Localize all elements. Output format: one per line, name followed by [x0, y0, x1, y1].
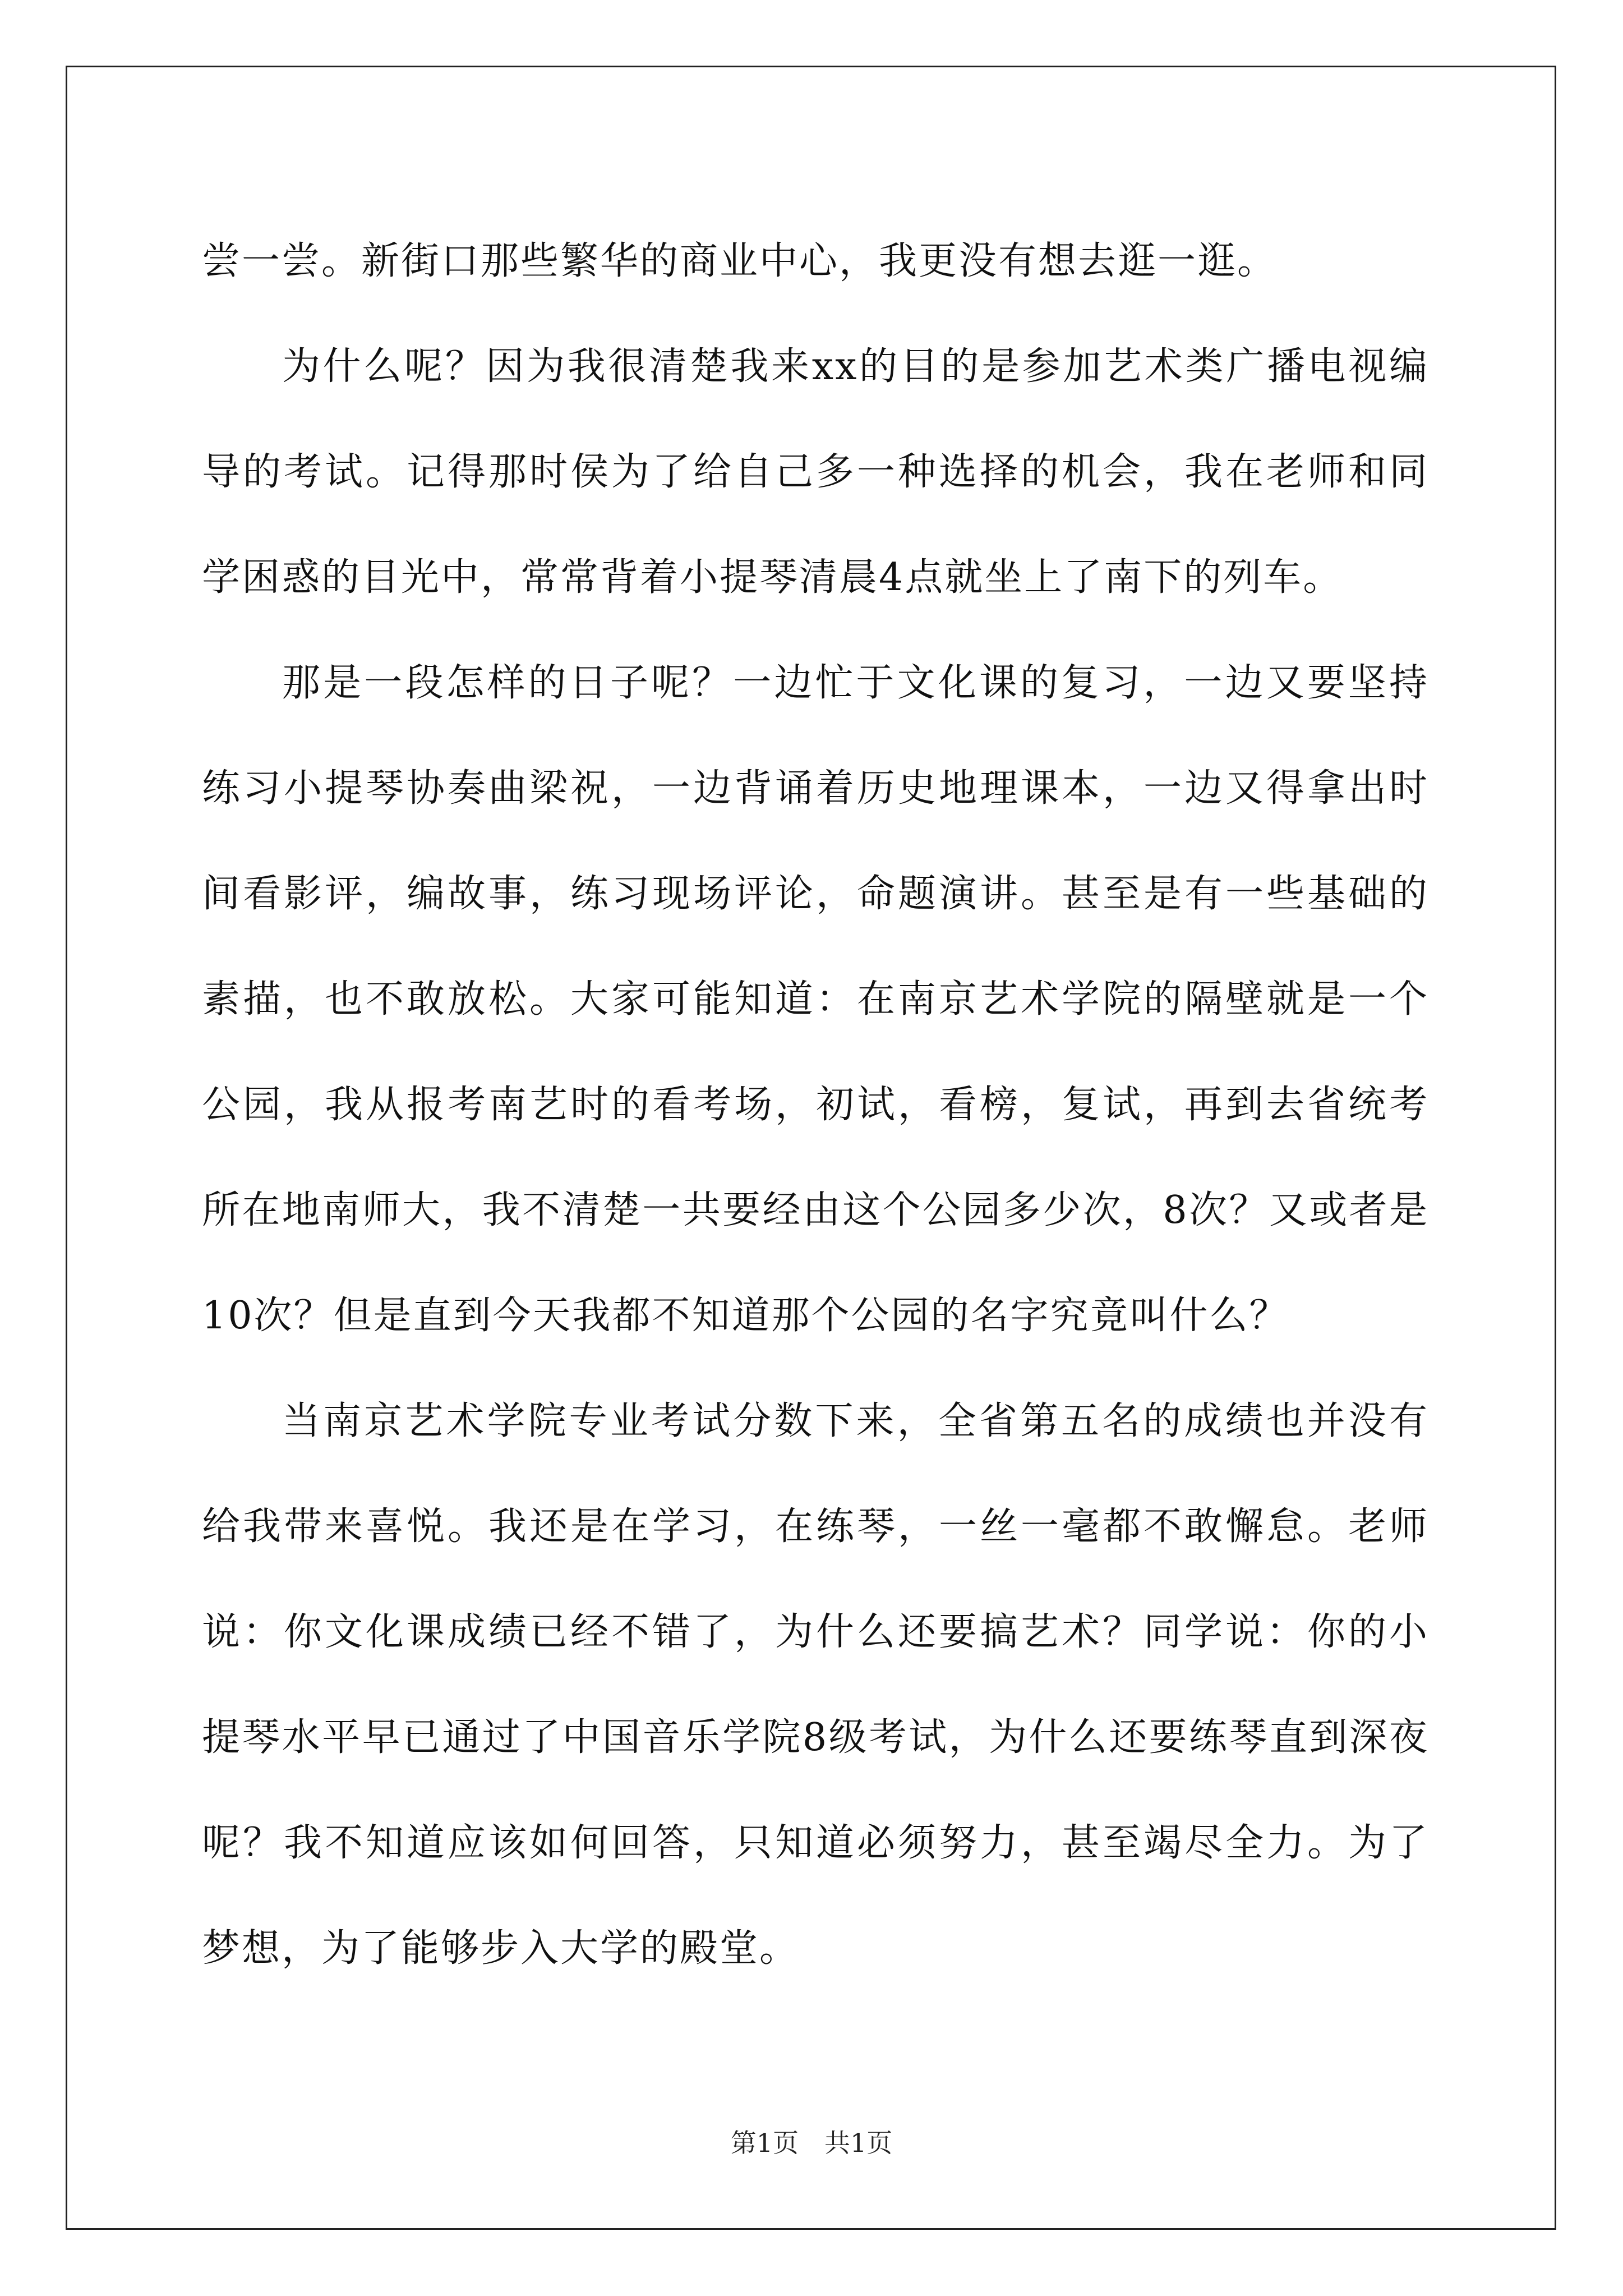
- paragraph-1: 尝一尝。新街口那些繁华的商业中心，我更没有想去逛一逛。: [202, 239, 1278, 283]
- page-number-footer: 第1页 共1页: [730, 2128, 893, 2158]
- document-body: [202, 209, 1429, 2001]
- paragraph-4: 当南京艺术学院专业考试分数下来，全省第五名的成绩也并没有给我带来喜悦。我还是在学习，在练琴，一丝一毫都不敢懈怠。老师说：你文化课成绩已经不错了，为什么还要搞艺术？同学说：你的小提琴水平早已通过了中国音乐学院8级考试，为什么还要练琴直到深夜呢？我不知道应该如何回答，只知道必须努力，甚至竭尽全力。为了梦想，为了能够步入大学的殿堂。: [202, 1399, 1429, 1971]
- paragraph-3: 那是一段怎样的日子呢？一边忙于文化课的复习，一边又要坚持练习小提琴协奏曲梁祝，一边背诵着历史地理课本，一边又得拿出时间看影评，编故事，练习现场评论，命题演讲。甚至是有一些基础的素描，也不敢放松。大家可能知道：在南京艺术学院的隔壁就是一个公园，我从报考南艺时的看考场，初试，看榜，复试，再到去省统考所在地南师大，我不清楚一共要经由这个公园多少次，8次？又或者是10次？但是直到今天我都不知道那个公园的名字究竟叫什么？: [202, 661, 1429, 1338]
- paragraph-2: 为什么呢？因为我很清楚我来xx的目的是参加艺术类广播电视编导的考试。记得那时侯为了给自己多一种选择的机会，我在老师和同学困惑的目光中，常常背着小提琴清晨4点就坐上了南下的列车。: [202, 344, 1429, 600]
